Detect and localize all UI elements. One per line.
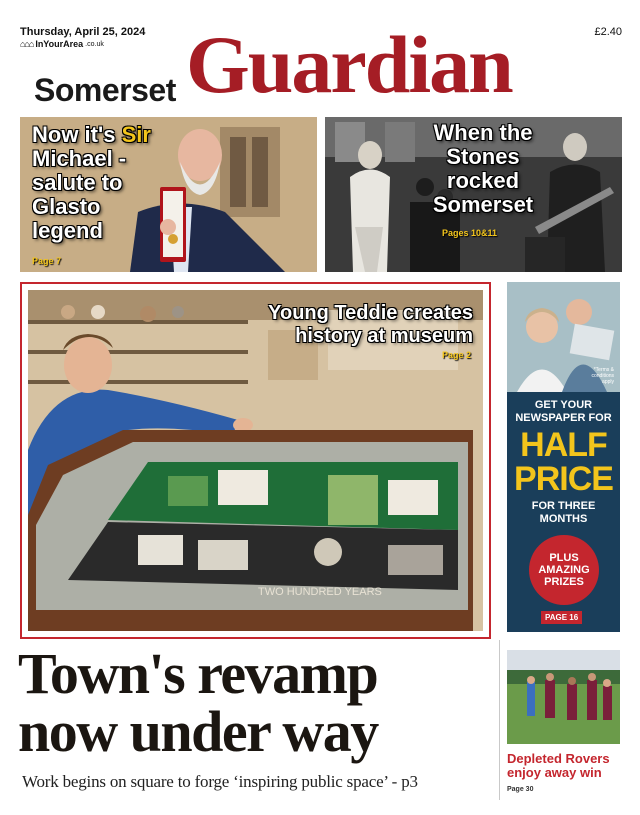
- headline-line: Young Teddie creates: [268, 302, 473, 324]
- rovers-photo[interactable]: [507, 650, 620, 744]
- issue-date: Thursday, April 25, 2024: [20, 26, 146, 38]
- headline-line: history at museum: [295, 325, 473, 347]
- badge-line: AMAZING: [538, 564, 590, 576]
- headline-line: Town's revamp: [18, 641, 378, 706]
- inyourarea-domain: .co.uk: [85, 40, 104, 48]
- headline-line: Depleted Rovers: [507, 751, 610, 766]
- main-photo-page: Page 2: [441, 350, 471, 360]
- headline-line: Michael -: [32, 146, 127, 171]
- promo-left-page: Page 7: [32, 256, 62, 266]
- advert-line: GET YOUR: [534, 399, 593, 411]
- terms-line: apply: [602, 379, 614, 385]
- promo-right-page: Pages 10&11: [442, 228, 498, 238]
- houses-icon: ⌂⌂⌂: [20, 39, 34, 49]
- advert-intro: [507, 399, 620, 425]
- headline-accent: Sir: [121, 122, 151, 147]
- headline-line: Stones: [446, 144, 520, 169]
- main-photo-headline: [268, 302, 473, 348]
- rovers-headline[interactable]: [507, 752, 622, 780]
- column-divider: [499, 640, 500, 800]
- advert-line: MONTHS: [539, 513, 588, 525]
- masthead-somerset: Somerset: [34, 72, 176, 108]
- prizes-badge: [529, 535, 599, 605]
- promo-left-headline: [32, 123, 151, 243]
- half-price-advert[interactable]: [507, 282, 620, 632]
- case-caption: TWO HUNDRED YEARS: [258, 586, 382, 598]
- advert-duration: [507, 500, 620, 526]
- football-scene: [507, 650, 620, 744]
- lead-subheadline: Work begins on square to forge ‘inspiring public space’ - p3: [22, 772, 418, 791]
- lead-headline[interactable]: [18, 641, 498, 764]
- headline-line: rocked: [446, 168, 520, 193]
- promo-right-headline: [413, 121, 553, 217]
- advert-price: PRICE: [514, 460, 613, 498]
- terms-line: *Terms &: [593, 367, 614, 373]
- headline-line: Somerset: [432, 192, 534, 217]
- advert-page-ref: PAGE 16: [541, 611, 582, 624]
- promo-rolling-stones[interactable]: [325, 117, 622, 272]
- headline-line: now under way: [18, 699, 378, 764]
- headline-line: When the: [433, 120, 533, 145]
- advert-line: NEWSPAPER FOR: [515, 412, 612, 424]
- advert-line: FOR THREE: [531, 500, 596, 512]
- headline-line: salute to: [32, 170, 123, 195]
- promo-sir-michael[interactable]: [20, 117, 317, 272]
- masthead-guardian: Guardian: [186, 19, 512, 110]
- terms-line: conditions: [591, 373, 614, 379]
- main-photo-frame: [20, 282, 491, 639]
- advert-half-price: [507, 428, 620, 496]
- cover-price: £2.40: [594, 26, 622, 38]
- inyourarea-name: InYourArea: [35, 39, 84, 49]
- headline-line: enjoy away win: [507, 765, 602, 780]
- headline-line: Glasto: [32, 194, 101, 219]
- headline-line: legend: [32, 218, 103, 243]
- advert-half: HALF: [520, 426, 607, 464]
- inyourarea-logo: [20, 39, 104, 49]
- advert-couple-photo: [507, 282, 620, 392]
- terms-note: [591, 367, 614, 385]
- headline-part: Now it's: [32, 122, 122, 147]
- museum-photo[interactable]: [28, 290, 483, 631]
- badge-line: PRIZES: [544, 576, 584, 588]
- badge-line: PLUS: [549, 552, 579, 564]
- rovers-page: Page 30: [507, 786, 534, 793]
